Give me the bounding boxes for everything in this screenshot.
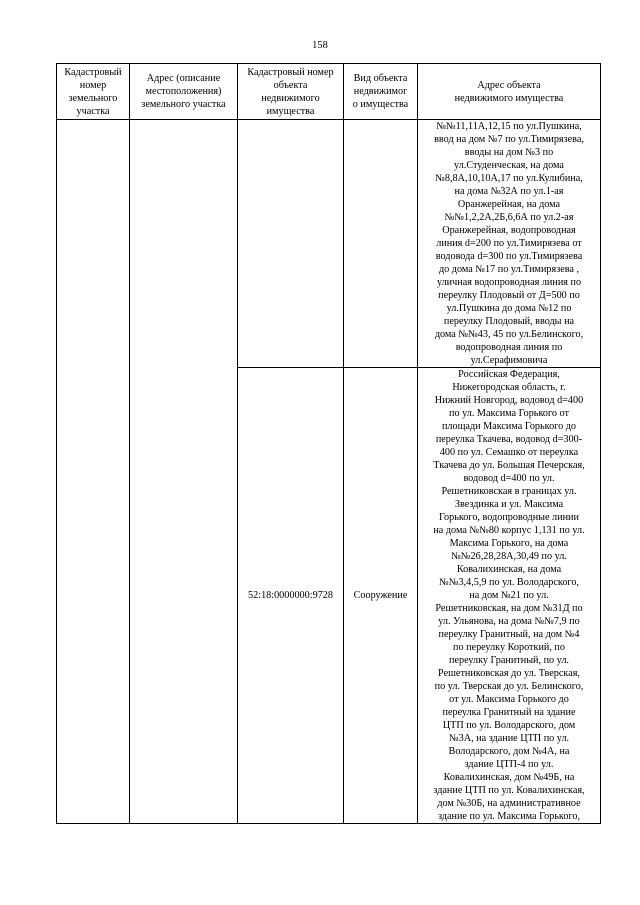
text-line: ввод на дом №7 по ул.Тимирязева, <box>434 134 584 145</box>
text-line: Звездинка и ул. Максима <box>454 499 564 510</box>
text-line: от ул. Максима Горького до <box>449 694 569 705</box>
text-line: площади Максима Горького до <box>441 421 577 432</box>
object-type-cell <box>344 120 418 368</box>
text-line: Ткачева до ул. Большая Печерская, <box>433 460 585 471</box>
text-line: недвижимого <box>261 92 320 104</box>
text-line: объекта <box>273 79 308 91</box>
text-line: ЦТП по ул. Володарского, дом <box>442 720 576 731</box>
object-address-cell <box>418 120 601 368</box>
header-land-address <box>130 64 238 120</box>
text-line: переулка Гранитный на здание <box>442 707 576 718</box>
text-line: по ул. Максима Горького от <box>449 408 569 419</box>
text-line: на дома №№80 корпус 1,131 по ул. <box>433 525 585 536</box>
text-line: местоположения) <box>145 86 222 97</box>
text-line: переулку Гранитный, на дом №4 <box>438 629 580 640</box>
text-line: Решетниковская, на дом №31Д по <box>435 603 583 614</box>
text-line: Кадастровый <box>64 66 122 78</box>
text-line: переулку Плодовый, вводы на <box>443 316 575 327</box>
header-object-address <box>418 64 601 120</box>
text-line: переулка Ткачева, водовод d=300- <box>435 434 583 445</box>
text-line: здание по ул. Максима Горького, <box>437 811 581 822</box>
text-line: Российская Федерация, <box>458 369 560 380</box>
object-type-cell: Сооружение <box>344 368 418 824</box>
text-line: №№3,4,5,9 по ул. Володарского, <box>439 577 579 588</box>
text-line: переулку Гранитный, по ул. <box>449 655 569 666</box>
text-line: 400 по ул. Семашко от переулка <box>439 447 579 458</box>
text-line: Оранжерейная, водопроводная <box>442 225 576 236</box>
text-line: №№11,11А,12,15 по ул.Пушкина, <box>436 121 582 132</box>
text-line: Решетниковская в границах ул. <box>441 486 577 497</box>
table-row <box>57 120 601 368</box>
text-line: Кадастровый номер <box>247 66 334 78</box>
text-line: линия d=200 по ул.Тимирязева от <box>436 238 582 249</box>
text-line: Нижний Новгород, водовод d=400 <box>434 395 584 406</box>
cadastral-table <box>56 63 601 824</box>
land-cadastral-number-cell <box>57 120 130 824</box>
text-line: дома №№43, 45 по ул.Белинского, <box>434 329 584 340</box>
text-line: недвижимог <box>353 86 408 97</box>
text-line: Нижегородская область, г. <box>452 382 566 393</box>
text-line: по ул. Тверская до ул. Белинского, <box>434 681 584 692</box>
text-line: Володарского, дом №4А, на <box>448 746 570 757</box>
text-line: переулку Плодовый от Д=500 по <box>438 290 580 301</box>
text-line: здание ЦТП-4 по ул. <box>464 759 554 770</box>
land-address-cell <box>130 120 238 824</box>
header-land-cadastral-number <box>57 64 130 120</box>
table-header-row <box>57 64 601 120</box>
text-line: ул. Ульянова, на дома №№7,9 по <box>438 616 580 627</box>
object-cadastral-number-cell <box>238 120 344 368</box>
text-line: недвижимого имущества <box>454 92 564 104</box>
text-line: водовода d=300 по ул.Тимирязева <box>435 251 583 262</box>
text-line: Решетниковская до ул. Тверская, <box>438 668 580 679</box>
text-line: №№1,2,2А,2Б,6,6А по ул.2-ая <box>444 212 574 223</box>
page-number: 158 <box>312 40 328 51</box>
text-line: уличная водопроводная линия по <box>436 277 582 288</box>
text-line: земельного участка <box>141 99 226 110</box>
text-line: Горького, водопроводные линии <box>439 512 579 523</box>
text-line: имущества <box>266 105 315 117</box>
text-line: на дома №32А по ул.1-ая <box>454 186 564 197</box>
text-line: земельного <box>68 92 118 104</box>
text-line: Максима Горького, на дома <box>449 538 569 549</box>
text-line: №№26,28,28А,30,49 по ул. <box>451 551 567 562</box>
text-line: водопроводная линия по <box>455 342 563 353</box>
header-object-cadastral-number <box>238 64 344 120</box>
text-line: Адрес (описание <box>146 73 221 84</box>
text-line: Оранжерейная, на дома <box>457 199 561 210</box>
text-line: водовод d=400 по ул. <box>463 473 555 484</box>
text-line: на дом №21 по ул. <box>469 590 549 601</box>
text-line: ул.Пушкина до дома №12 по <box>446 303 572 314</box>
text-line: №8,8А,10,10А,17 по ул.Кулибина, <box>435 173 583 184</box>
text-line: ул.Студенческая, на дома <box>454 160 564 171</box>
text-line: ул.Серафимовича <box>470 355 548 366</box>
text-line: Вид объекта <box>353 73 408 84</box>
text-line: участка <box>76 105 110 117</box>
object-cadastral-number-cell: 52:18:0000000:9728 <box>238 368 344 824</box>
text-line: номер <box>79 79 107 91</box>
text-line: о имущества <box>352 99 409 110</box>
text-line: Ковалихинская, дом №49Б, на <box>443 772 575 783</box>
text-line: по переулку Короткий, по <box>453 642 565 653</box>
object-address-cell <box>418 368 601 824</box>
text-line: Ковалихинская, на дома <box>456 564 562 575</box>
text-line: дом №30Б, на административное <box>437 798 581 809</box>
text-line: здание ЦТП по ул. Ковалихинская, <box>433 785 585 796</box>
text-line: вводы на дом №3 по <box>464 147 554 158</box>
text-line: Адрес объекта <box>477 79 541 91</box>
text-line: №3А, на здание ЦТП по ул. <box>448 733 570 744</box>
header-object-type <box>344 64 418 120</box>
text-line: до дома №17 по ул.Тимирязева , <box>438 264 580 275</box>
